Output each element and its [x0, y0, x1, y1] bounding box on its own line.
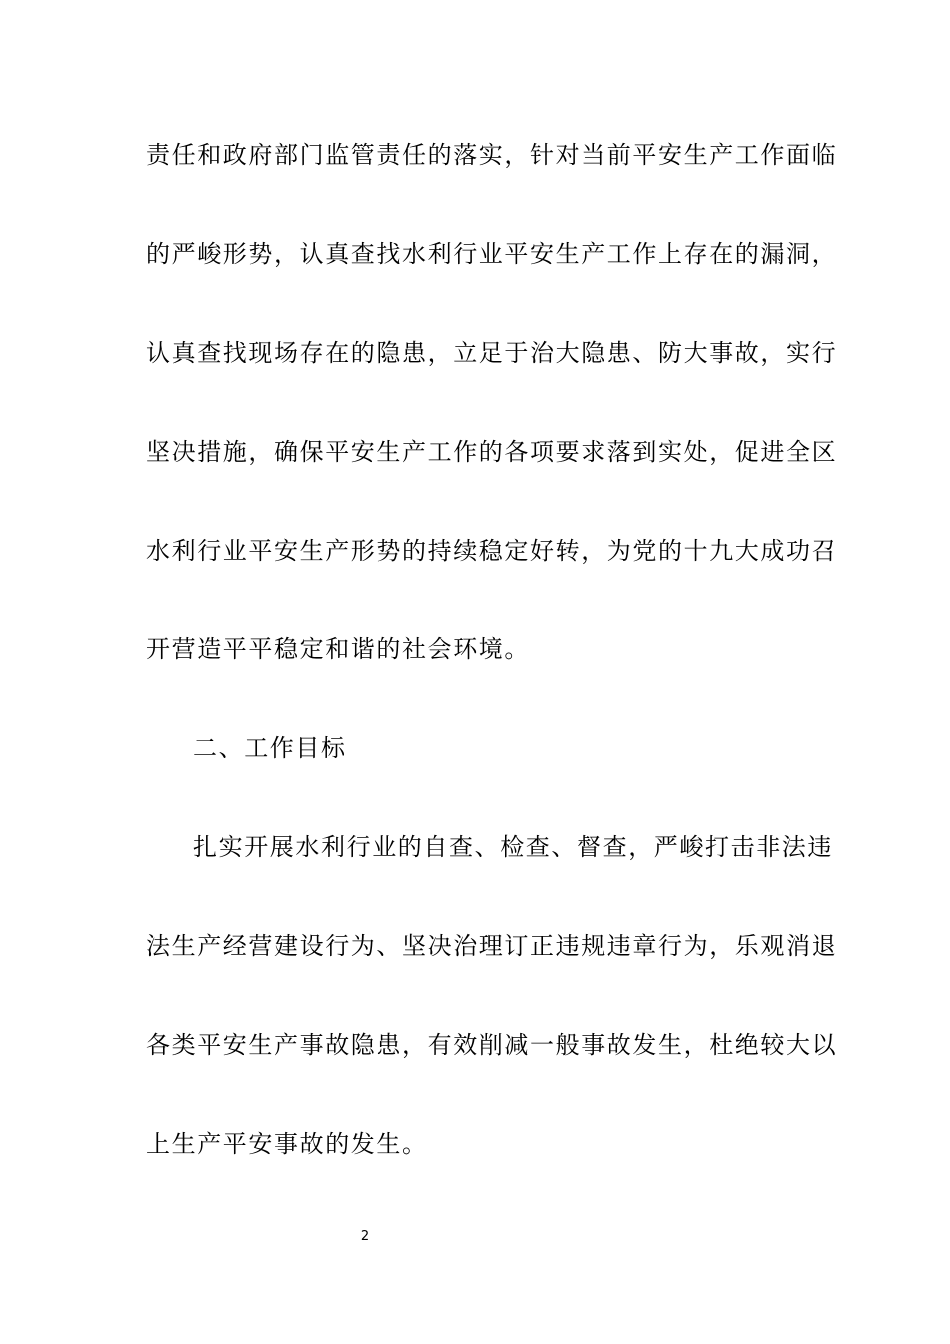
paragraph-line: 法生产经营建设行为、坚决治理订正违规违章行为，乐观消退 [146, 932, 838, 960]
paragraph-line: 认真查找现场存在的隐患，立足于治大隐患、防大事故，实行 [146, 339, 838, 367]
paragraph-line: 责任和政府部门监管责任的落实，针对当前平安生产工作面临 [146, 141, 838, 169]
page-number: 2 [360, 1229, 370, 1244]
paragraph-line: 各类平安生产事故隐患，有效削减一般事故发生，杜绝较大以 [146, 1031, 838, 1059]
paragraph-line: 上生产平安事故的发生。 [146, 1130, 428, 1158]
paragraph-line: 的严峻形势，认真查找水利行业平安生产工作上存在的漏洞， [146, 240, 838, 268]
paragraph-line: 坚决措施，确保平安生产工作的各项要求落到实处，促进全区 [146, 438, 838, 466]
paragraph-line: 开营造平平稳定和谐的社会环境。 [146, 635, 530, 663]
paragraph-line: 扎实开展水利行业的自查、检查、督查，严峻打击非法违 [193, 833, 833, 861]
paragraph-line: 水利行业平安生产形势的持续稳定好转，为党的十九大成功召 [146, 537, 838, 565]
section-heading: 二、工作目标 [193, 734, 347, 762]
